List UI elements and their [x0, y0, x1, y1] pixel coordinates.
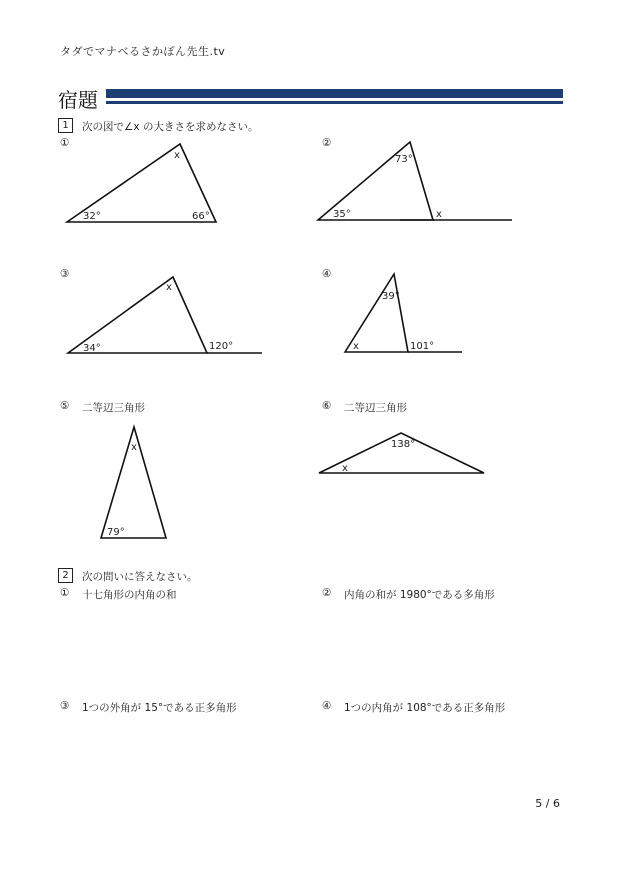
fig4-label-a: 39°	[382, 291, 400, 302]
q1-instruction: 次の図で∠x の大きさを求めなさい。	[82, 121, 259, 133]
q2-item2-mark: ②	[322, 587, 332, 599]
q2-number: 2	[58, 568, 73, 583]
fig5-label-a: 79°	[107, 527, 125, 538]
q2-item4-text: 1つの内角が 108°である正多角形	[344, 702, 506, 714]
q1-number: 1	[58, 118, 73, 133]
fig3-label-b: 120°	[209, 341, 234, 352]
q1-item4-mark: ④	[322, 268, 332, 280]
fig6-label-x: x	[342, 463, 348, 474]
site-header: タダでマナベるさかぽん先生.tv	[60, 45, 226, 58]
figure-3	[68, 277, 262, 354]
page-title: 宿題	[58, 88, 98, 112]
figure-4	[345, 274, 462, 352]
q1-item3-mark: ③	[60, 268, 70, 280]
fig4-label-x: x	[353, 341, 359, 352]
q2-item1-mark: ①	[60, 587, 70, 599]
q2-item3-mark: ③	[60, 700, 70, 712]
fig3-label-x: x	[166, 282, 172, 293]
q1-item6-mark: ⑥	[322, 400, 332, 412]
fig5-label-x: x	[131, 442, 137, 453]
fig1-label-a: 32°	[83, 211, 101, 222]
q1-item1-mark: ①	[60, 137, 70, 149]
fig6-label-a: 138°	[391, 439, 416, 450]
q2-item3-text: 1つの外角が 15°である正多角形	[82, 702, 237, 714]
fig4-label-b: 101°	[410, 341, 435, 352]
q1-item5-caption: 二等辺三角形	[82, 402, 145, 414]
triangle-3	[68, 277, 207, 353]
figure-6	[319, 433, 484, 474]
q2-item2-text: 内角の和が 1980°である多角形	[344, 589, 495, 601]
q1-item6-caption: 二等辺三角形	[344, 402, 407, 414]
q2-item1-text: 十七角形の内角の和	[82, 589, 177, 601]
q2-item4-mark: ④	[322, 700, 332, 712]
figure-5	[101, 427, 166, 538]
fig2-label-a: 73°	[395, 154, 413, 165]
fig2-label-x: x	[436, 209, 442, 220]
fig3-label-a: 34°	[83, 343, 101, 354]
q1-item2-mark: ②	[322, 137, 332, 149]
fig1-label-b: 66°	[192, 211, 210, 222]
page-number: 5 / 6	[535, 797, 560, 810]
fig1-label-x: x	[174, 150, 180, 161]
q2-instruction: 次の問いに答えなさい。	[82, 571, 198, 583]
figure-2	[318, 142, 512, 220]
figure-1	[67, 144, 216, 222]
q1-item5-mark: ⑤	[60, 400, 70, 412]
fig2-label-b: 35°	[333, 209, 351, 220]
